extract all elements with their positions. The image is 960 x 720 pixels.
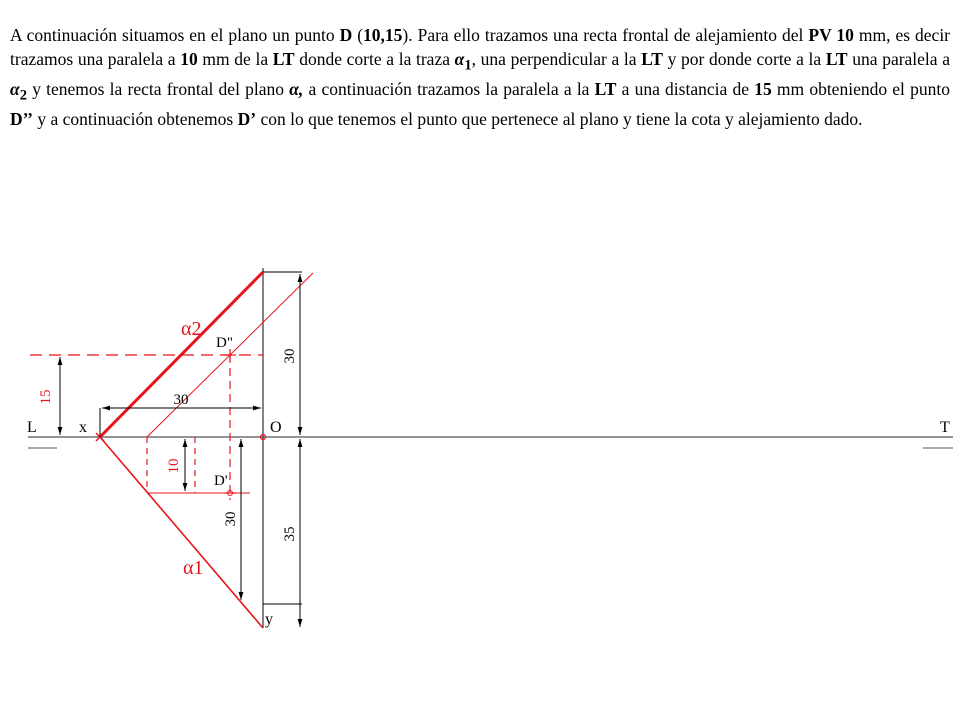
label-d-single: D' bbox=[214, 473, 228, 489]
explanation-paragraph: A continuación situamos en el plano un punto D (10,15). Para ello trazamos una recta frontal de alejamiento del PV 10 mm, es decir trazamos una paralela a 10 mm de la LT donde corte a la traza $\alpha_1$, una perpendicular a la LT y por donde corte a la LT una paralela a $\alpha_2$ y tenemos la recta frontal del plano α, a continuación trazamos la paralela a la LT a una distancia de 15 mm obteniendo el punto D’’ y a continuación obtenemos D’ con lo que tenemos el punto que pertenece al plano y tiene la cota y alejamiento dado. bbox=[10, 25, 951, 130]
label-alpha2: α2 bbox=[181, 318, 202, 340]
dim-label-v-30-top: 30 bbox=[282, 348, 298, 364]
trace-alpha2 bbox=[100, 272, 263, 437]
label-L: L bbox=[27, 419, 37, 436]
label-alpha1: α1 bbox=[183, 557, 204, 579]
label-d-double: D" bbox=[216, 335, 233, 351]
dim-label-10: 10 bbox=[166, 458, 182, 474]
label-x: x bbox=[79, 419, 87, 436]
label-y: y bbox=[265, 611, 273, 628]
dim-v-35 bbox=[282, 439, 300, 627]
dim-label-v-30-bottom: 30 bbox=[223, 511, 239, 527]
dim-v-30-bottom bbox=[223, 439, 241, 600]
dim-aleja-10 bbox=[166, 439, 185, 491]
label-O: O bbox=[270, 419, 282, 436]
dim-label-v-35: 35 bbox=[282, 526, 298, 542]
dim-label-15: 15 bbox=[38, 389, 54, 405]
dim-label-x-30: 30 bbox=[173, 392, 189, 408]
ground-line bbox=[28, 437, 953, 448]
dim-cota-15 bbox=[38, 357, 60, 435]
dim-v-30-top bbox=[282, 274, 300, 435]
label-T: T bbox=[940, 419, 950, 436]
